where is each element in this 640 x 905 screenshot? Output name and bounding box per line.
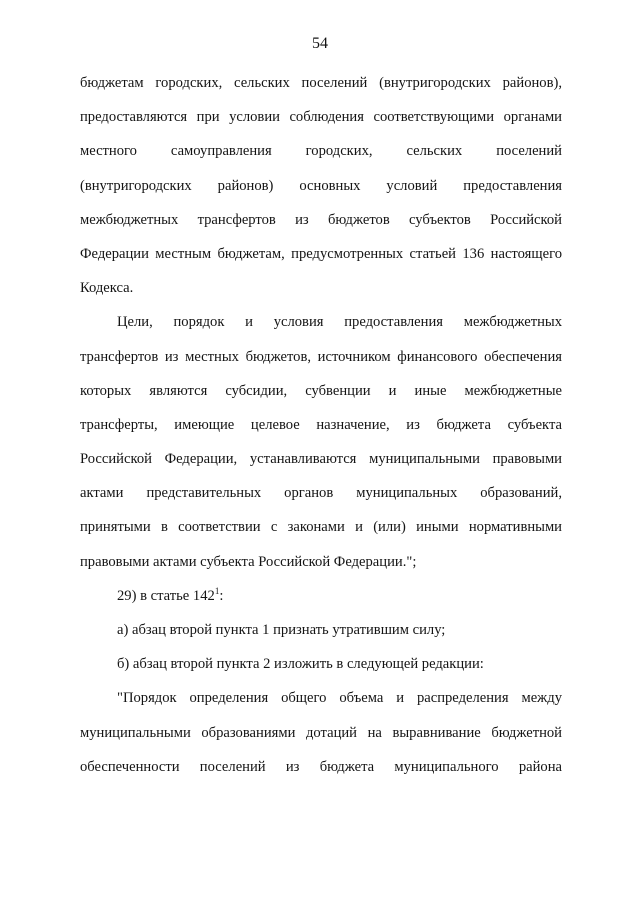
text-line: местного самоуправления городских, сельских поселений xyxy=(80,143,562,160)
text-line: бюджетам городских, сельских поселений (внутригородских районов), xyxy=(80,75,562,91)
text-line: принятыми в соответствии с законами и (или) иными нормативными xyxy=(80,519,562,536)
text-line: Федерации местным бюджетам, предусмотренных статьей 136 настоящего xyxy=(80,245,562,262)
text-line: которых являются субсидии, субвенции и иные межбюджетные xyxy=(80,382,562,399)
subitem-a: а) абзац второй пункта 1 признать утратившим силу; xyxy=(117,622,446,638)
text-line: трансфертов из местных бюджетов, источником финансового обеспечения xyxy=(80,348,562,365)
page-number: 54 xyxy=(312,35,328,52)
text-line: Кодекса. xyxy=(80,280,134,297)
text-line: предоставляются при условии соблюдения соответствующими органами xyxy=(80,109,562,126)
paragraph-quoted xyxy=(80,681,562,784)
item-29-superscript: 1 xyxy=(214,585,220,596)
text-line: Цели, порядок и условия предоставления межбюджетных xyxy=(117,314,562,331)
text-line: "Порядок определения общего объема и распределения между xyxy=(117,690,562,707)
item-29-colon: : xyxy=(219,587,224,604)
item-29 xyxy=(80,579,562,613)
subitem-b: б) абзац второй пункта 2 изложить в следующей редакции: xyxy=(117,656,484,673)
text-line: Российской Федерации, устанавливаются муниципальными правовыми xyxy=(80,451,562,468)
text-line: муниципальными образованиями дотаций на выравнивание бюджетной xyxy=(80,724,562,741)
text-line: обеспеченности поселений из бюджета муниципального района xyxy=(80,758,562,775)
paragraph-2 xyxy=(80,305,562,579)
text-line: актами представительных органов муниципальных образований, xyxy=(80,485,562,502)
text-line: трансферты, имеющие целевое назначение, из бюджета субъекта xyxy=(80,416,562,433)
text-line: межбюджетных трансфертов из бюджетов субъектов Российской xyxy=(80,211,562,228)
document-body xyxy=(80,66,562,784)
text-line: правовыми актами субъекта Российской Федерации."; xyxy=(80,553,417,570)
text-line: (внутригородских районов) основных условий предоставления xyxy=(80,177,562,194)
item-29-text: 29) в статье 142 xyxy=(117,587,215,604)
paragraph-1 xyxy=(80,66,562,305)
